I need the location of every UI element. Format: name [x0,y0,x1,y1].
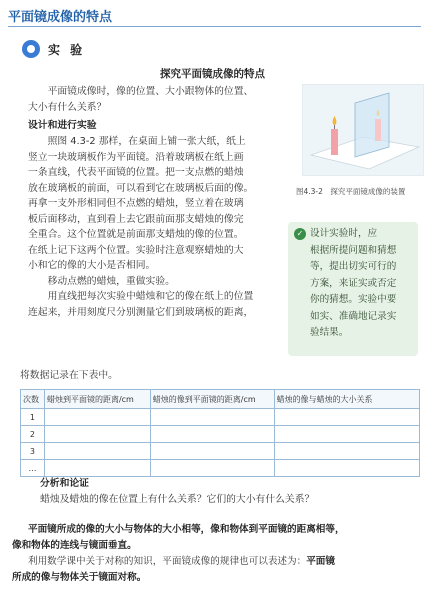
table-header-row [21,390,420,409]
tip-line: 设计实验时，应 [310,228,378,239]
table-header: 蜡烛到平面镜的距离/cm [44,390,150,409]
conclusion-text: 利用数学课中关于对称的知识，平面镜成像的规律也可以表述为： [28,556,307,567]
lit-candle [331,129,338,155]
analysis-question: 蜡烛及蜡烛的像在位置上有什么关系？它们的大小有什么关系？ [40,494,315,505]
design-line: 用直线把每次实验中蜡烛和它的像在纸上的位置 [47,291,254,302]
tip-line: 如实、准确地记录实 [310,310,397,322]
tip-line: 你的猜想。实验中要 [310,294,397,305]
table-cell: 3 [21,443,45,460]
check-icon: ✓ [294,228,306,240]
candle-mirror-illustration [303,85,423,175]
design-line: 竖立一块玻璃板作为平面镜。沿着玻璃板在纸上画 [28,151,244,163]
table-cell [274,460,419,477]
table-cell [274,409,419,426]
design-line: 再拿一支外形相同但不点燃的蜡烛，竖立着在玻璃 [28,198,244,209]
table-cell: 1 [21,409,45,426]
table-header: 蜡烛的像与蜡烛的大小关系 [274,390,419,409]
table-header: 次数 [21,390,45,409]
experiment-question [28,84,290,115]
table-cell [274,443,419,460]
table-cell [274,426,419,443]
experiment-title: 探究平面镜成像的特点 [160,68,265,80]
flame-icon [333,116,337,125]
conclusion-bold-text: 平面镜 [306,556,335,567]
analysis-heading: 分析和论证 [40,478,89,489]
conclusion-line: 所成的像与物体关于镜面对称。 [12,572,147,583]
conclusion-line [28,554,424,570]
table-cell [44,409,150,426]
table-cell [150,443,274,460]
table-cell [150,460,274,477]
table-row [21,460,420,477]
design-line: 一条直线，代表平面镜的位置。把一支点燃的蜡烛 [28,167,244,178]
design-line: 照图 4.3-2 那样，在桌面上铺一张大纸，纸上 [47,136,246,147]
table-cell [44,426,150,443]
table-cell [150,409,274,426]
design-line: 放在玻璃板的前面，可以看到它在玻璃板后面的像。 [28,182,254,194]
unlit-candle [375,119,381,141]
record-intro: 将数据记录在下表中。 [20,370,118,381]
glass-plate [355,93,389,157]
design-line: 移动点燃的蜡烛，重做实验。 [47,275,175,287]
table-row [21,443,420,460]
table-cell [44,460,150,477]
table-cell: 2 [21,426,45,443]
question-line: 平面镜成像时，像的位置、大小跟物体的位置、 [47,86,254,97]
title-divider [8,26,421,27]
design-paragraph [28,134,296,320]
tip-text [310,226,414,342]
section-title: 平面镜成像的特点 [8,10,113,25]
conclusion-line: 平面镜所成的像的大小与物体的大小相等，像和物体到平面镜的距离相等， [28,524,345,535]
table-row [21,426,420,443]
tip-line: 等，提出切实可行的 [310,261,397,272]
table-cell: … [21,460,45,477]
conclusion-line: 像和物体的连线与镜面垂直。 [12,540,137,551]
design-line: 小和它的像的大小是否相同。 [28,260,156,271]
question-line: 大小有什么关系？ [28,101,107,113]
tip-line: 方案，来证实或否定 [310,277,397,289]
table-header: 蜡烛的像到平面镜的距离/cm [150,390,274,409]
tip-line: 根据所提问题和猜想 [310,244,397,256]
table-row [21,409,420,426]
table-cell [150,426,274,443]
tip-line: 验结果。 [310,327,349,338]
figure-caption: 图4.3-2 探究平面镜成像的装置 [296,187,406,196]
design-line: 在纸上记下这两个位置。实验时注意观察蜡烛的大 [28,244,244,256]
data-table [20,389,420,477]
design-line: 连起来，并用刻度尺分别测量它们到玻璃板的距离， [28,306,254,318]
design-line: 板后面移动，直到看上去它跟前面那支蜡烛的像完 [28,213,244,225]
experiment-label: 实 验 [48,43,86,57]
design-heading: 设计和进行实验 [28,120,97,131]
experiment-figure [302,84,424,176]
table-cell [44,443,150,460]
design-line: 全重合。这个位置就是前面那支蜡烛的像的位置。 [28,229,244,240]
experiment-icon [22,40,40,58]
